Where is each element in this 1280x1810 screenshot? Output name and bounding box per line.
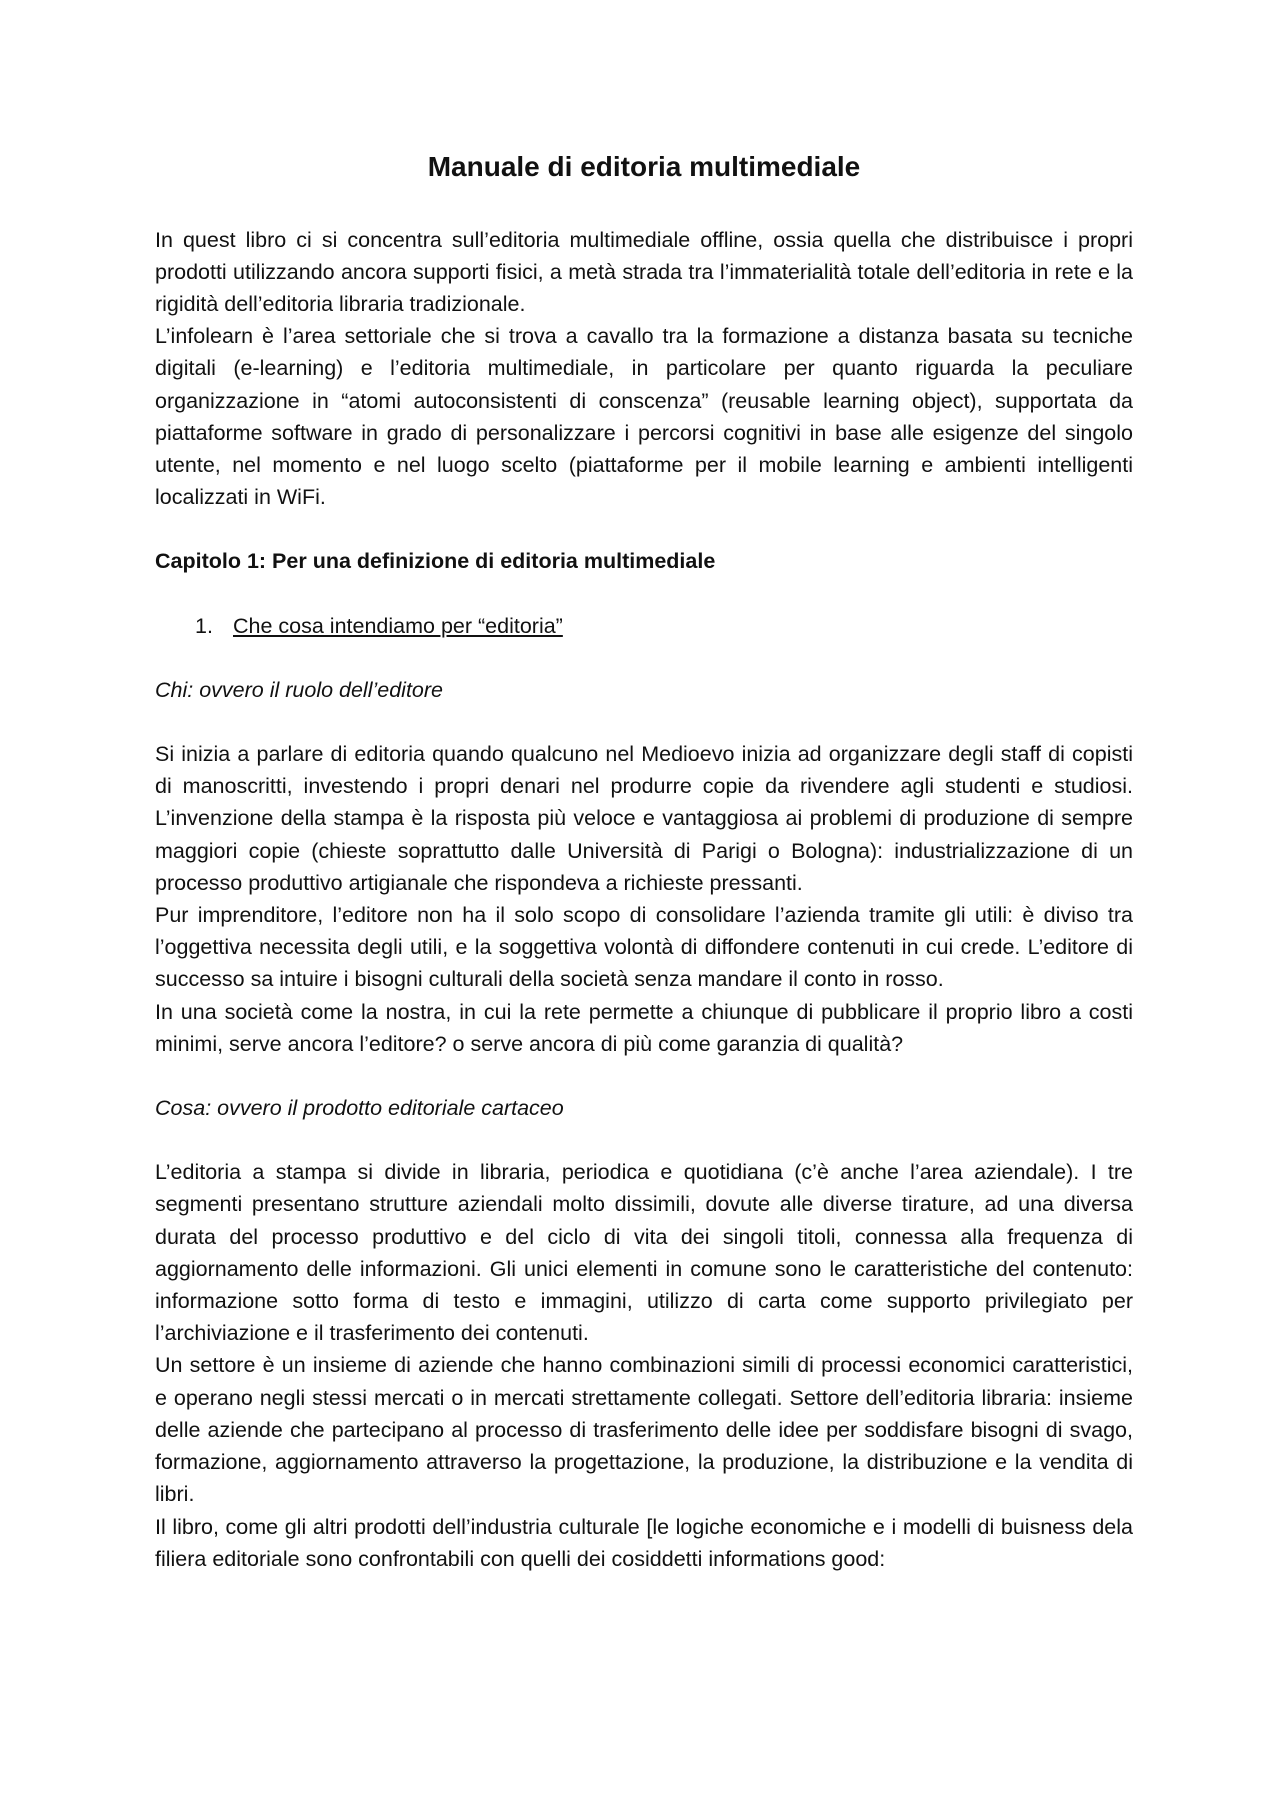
section-1-paragraph-1: Si inizia a parlare di editoria quando qualcuno nel Medioevo inizia ad organizzare degli staff di copisti di manoscritti, investendo i propri denari nel produrre copie da rivendere agli studenti e studiosi. L’invenzione della stampa è la risposta più veloce e vantaggiosa ai problemi di produzione di sempre maggiori copie (chieste soprattutto dalle Università di Parigi o Bologna): industrializzazione di un processo produttivo artigianale che rispondeva a richieste pressanti. [155,742,1133,895]
chapter-list [155,610,1133,642]
intro-paragraph-2: L’infolearn è l’area settoriale che si trova a cavallo tra la formazione a distanza basata su tecniche digitali (e-learning) e l’editoria multimediale, in particolare per quanto riguarda la peculiare organizzazione in “atomi autoconsistenti di conscenza” (reusable learning object), supportata da piattaforme software in grado di personalizzare i percorsi cognitivi in base alle esigenze del singolo utente, nel momento e nel luogo scelto (piattaforme per il mobile learning e ambienti intelligenti localizzati in WiFi. [155,324,1133,510]
list-item-text: Che cosa intendiamo per “editoria” [233,613,563,638]
section-2-paragraph-1: L’editoria a stampa si divide in libraria, periodica e quotidiana (c’è anche l’area aziendale). I tre segmenti presentano strutture aziendali molto dissimili, dovute alle diverse tirature, ad una diversa durata del processo produttivo e del ciclo di vita dei singoli titoli, connessa alla frequenza di aggiornamento delle informazioni. Gli unici elementi in comune sono le caratteristiche del contenuto: informazione sotto forma di testo e immagini, utilizzo di carta come supporto privilegiato per l’archiviazione e il trasferimento dei contenuti. [155,1160,1133,1346]
intro-paragraph-1: In quest libro ci si concentra sull’editoria multimediale offline, ossia quella che distribuisce i propri prodotti utilizzando ancora supporti fisici, a metà strada tra l’immaterialità totale dell’editoria in rete e la rigidità dell’editoria libraria tradizionale. [155,227,1133,316]
section-1-heading: Chi: ovvero il ruolo dell’editore [155,677,444,702]
document-page [155,150,1133,1575]
section-2-paragraph-3: Il libro, come gli altri prodotti dell’industria culturale [le logiche economiche e i modelli di buisness dela filiera editoriale sono confrontabili con quelli dei cosiddetti informations good: [155,1514,1133,1571]
section-1-paragraph-2: Pur imprenditore, l’editore non ha il solo scopo di consolidare l’azienda tramite gli utili: è diviso tra l’oggettiva necessita degli utili, e la soggettiva volontà di diffondere contenuti in cui crede. L’editore di successo sa intuire i bisogni culturali della società senza mandare il conto in rosso. [155,903,1133,992]
section-2-paragraph-2: Un settore è un insieme di aziende che hanno combinazioni simili di processi economici caratteristici, e operano negli stessi mercati o in mercati strettamente collegati. Settore dell’editoria libraria: insieme delle aziende che partecipano al processo di trasferimento delle idee per soddisfare bisogni di svago, formazione, aggiornamento attraverso la progettazione, la produzione, la distribuzione e la vendita di libri. [155,1353,1133,1507]
section-2-heading: Cosa: ovvero il prodotto editoriale cartaceo [155,1096,564,1121]
document-title: Manuale di editoria multimediale [427,151,861,182]
list-item [155,610,1133,642]
chapter-title: Capitolo 1: Per una definizione di editoria multimediale [155,549,716,574]
list-item-number: 1. [195,613,213,638]
section-1-paragraph-3: In una società come la nostra, in cui la rete permette a chiunque di pubblicare il proprio libro a costi minimi, serve ancora l’editore? o serve ancora di più come garanzia di qualità? [155,999,1133,1056]
